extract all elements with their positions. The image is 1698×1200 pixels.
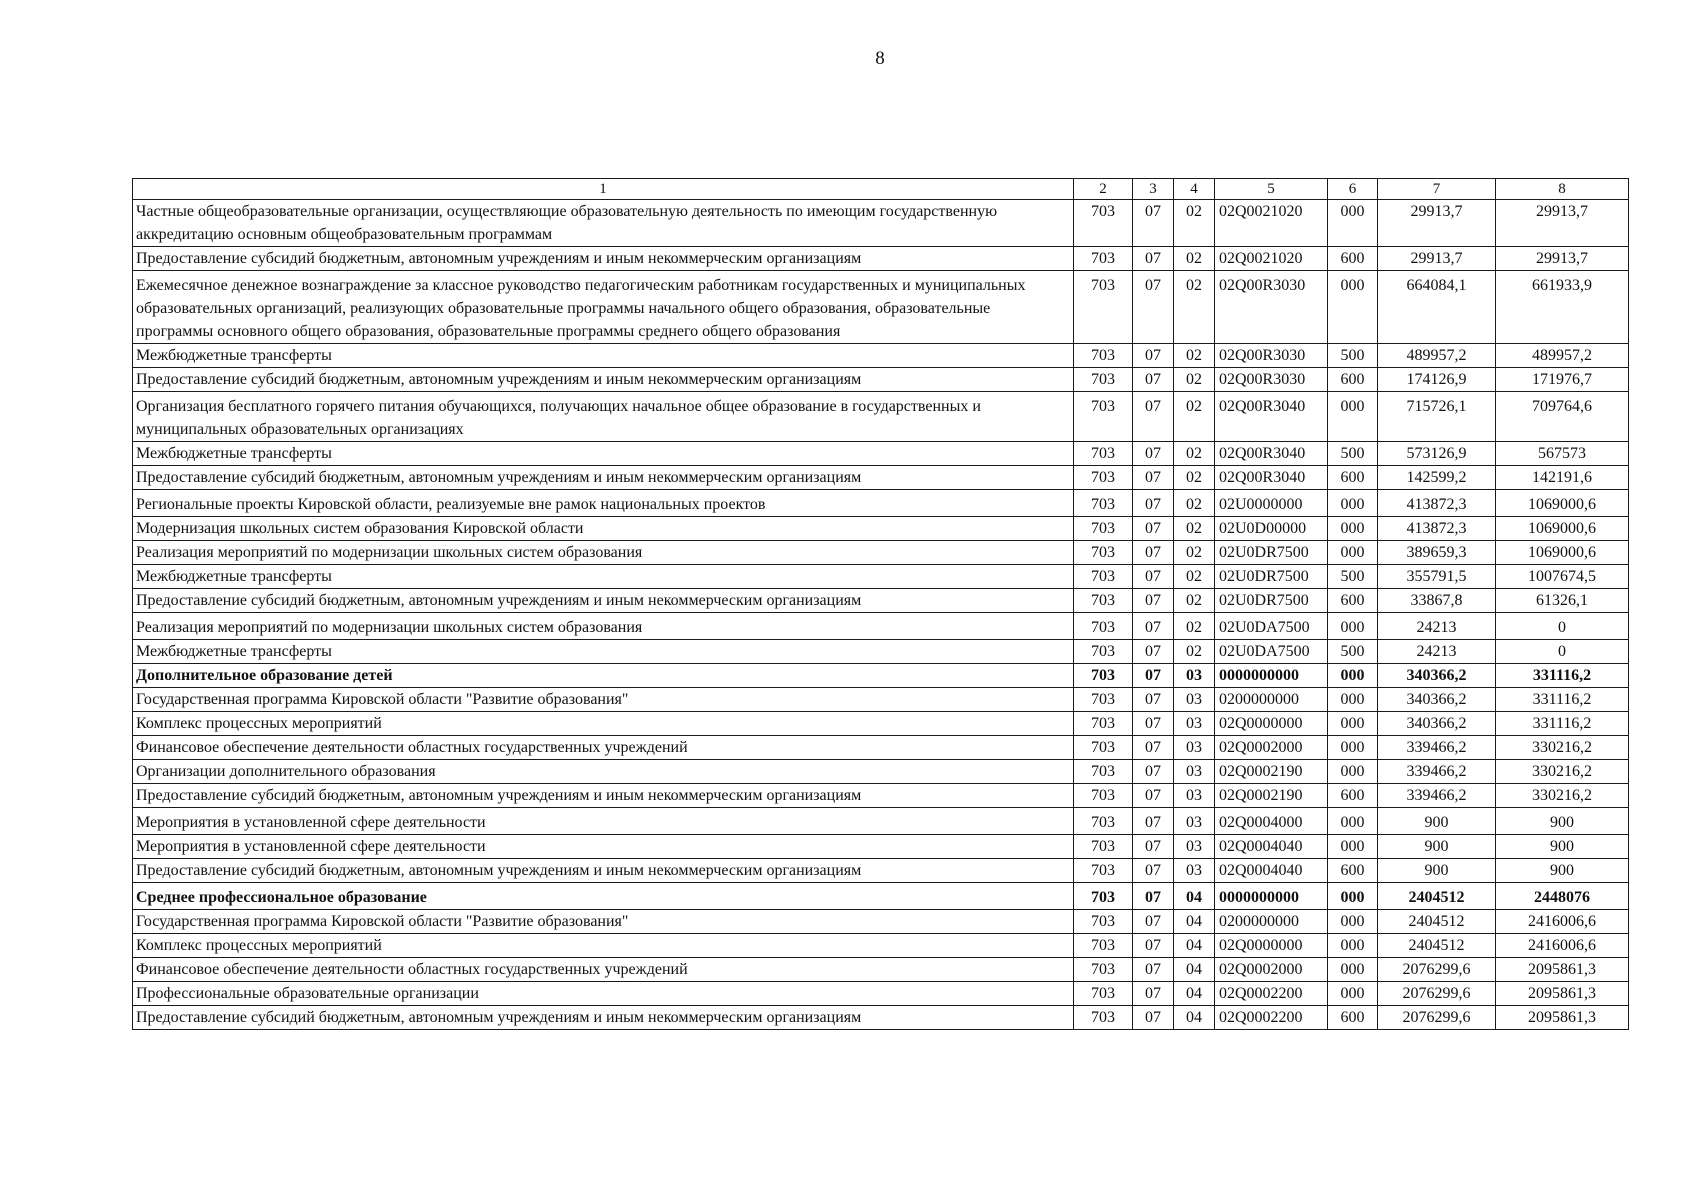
row-amount-year2-cell: 900 [1496,859,1629,883]
row-code-cell: 703 [1074,934,1133,958]
row-code-cell: 703 [1074,565,1133,589]
row-section-cell: 07 [1133,368,1174,392]
row-amount-year2-cell: 2095861,3 [1496,958,1629,982]
row-expense-type-cell: 000 [1328,664,1378,688]
row-amount-year2-cell: 0 [1496,613,1629,640]
row-expense-type-cell: 000 [1328,200,1378,247]
row-name-cell: Межбюджетные трансферты [133,442,1074,466]
row-amount-year2-cell: 330216,2 [1496,736,1629,760]
row-subsection-cell: 04 [1174,883,1215,910]
row-subsection-cell: 03 [1174,712,1215,736]
row-target-article-cell: 02Q00R3040 [1215,466,1328,490]
row-name-cell: Организации дополнительного образования [133,760,1074,784]
row-target-article-cell: 02Q0021020 [1215,247,1328,271]
row-amount-year2-cell: 330216,2 [1496,784,1629,808]
table-row [133,271,1629,344]
table-row [133,442,1629,466]
row-section-cell: 07 [1133,760,1174,784]
table-row [133,958,1629,982]
row-amount-year1-cell: 339466,2 [1378,760,1496,784]
row-expense-type-cell: 000 [1328,808,1378,835]
table-row [133,344,1629,368]
column-header: 2 [1074,179,1133,200]
row-target-article-cell: 02Q0002190 [1215,760,1328,784]
row-name-cell: Финансовое обеспечение деятельности областных государственных учреждений [133,958,1074,982]
row-expense-type-cell: 600 [1328,589,1378,613]
table-row [133,934,1629,958]
row-subsection-cell: 04 [1174,958,1215,982]
row-subsection-cell: 02 [1174,613,1215,640]
row-code-cell: 703 [1074,835,1133,859]
row-expense-type-cell: 000 [1328,835,1378,859]
row-subsection-cell: 02 [1174,368,1215,392]
row-expense-type-cell: 600 [1328,466,1378,490]
row-code-cell: 703 [1074,490,1133,517]
row-amount-year1-cell: 900 [1378,859,1496,883]
row-amount-year1-cell: 29913,7 [1378,200,1496,247]
row-code-cell: 703 [1074,808,1133,835]
row-target-article-cell: 0200000000 [1215,688,1328,712]
row-name-cell: Предоставление субсидий бюджетным, автономным учреждениям и иным некоммерческим организациям [133,368,1074,392]
row-target-article-cell: 02Q0004000 [1215,808,1328,835]
row-name-cell: Региональные проекты Кировской области, реализуемые вне рамок национальных проектов [133,490,1074,517]
row-amount-year2-cell: 2095861,3 [1496,1006,1629,1030]
row-amount-year1-cell: 413872,3 [1378,517,1496,541]
row-amount-year2-cell: 900 [1496,808,1629,835]
row-section-cell: 07 [1133,883,1174,910]
row-subsection-cell: 04 [1174,910,1215,934]
row-section-cell: 07 [1133,934,1174,958]
table-row [133,368,1629,392]
row-amount-year2-cell: 330216,2 [1496,760,1629,784]
row-subsection-cell: 02 [1174,247,1215,271]
table-row [133,910,1629,934]
row-section-cell: 07 [1133,640,1174,664]
row-section-cell: 07 [1133,982,1174,1006]
row-subsection-cell: 03 [1174,760,1215,784]
row-section-cell: 07 [1133,442,1174,466]
row-amount-year1-cell: 389659,3 [1378,541,1496,565]
row-name-cell: Дополнительное образование детей [133,664,1074,688]
column-header: 8 [1496,179,1629,200]
row-amount-year1-cell: 355791,5 [1378,565,1496,589]
row-name-cell: Предоставление субсидий бюджетным, автономным учреждениям и иным некоммерческим организациям [133,466,1074,490]
table-row [133,688,1629,712]
row-name-cell: Межбюджетные трансферты [133,344,1074,368]
row-subsection-cell: 02 [1174,344,1215,368]
row-amount-year1-cell: 2404512 [1378,883,1496,910]
row-amount-year1-cell: 142599,2 [1378,466,1496,490]
row-section-cell: 07 [1133,392,1174,442]
row-code-cell: 703 [1074,664,1133,688]
column-header: 1 [133,179,1074,200]
row-name-cell: Среднее профессиональное образование [133,883,1074,910]
row-subsection-cell: 02 [1174,271,1215,344]
row-subsection-cell: 02 [1174,490,1215,517]
row-code-cell: 703 [1074,958,1133,982]
row-target-article-cell: 02Q00R3040 [1215,392,1328,442]
table-row [133,613,1629,640]
row-name-cell: Реализация мероприятий по модернизации школьных систем образования [133,613,1074,640]
row-amount-year2-cell: 661933,9 [1496,271,1629,344]
row-target-article-cell: 02U0DR7500 [1215,565,1328,589]
row-amount-year1-cell: 2404512 [1378,934,1496,958]
row-name-cell: Предоставление субсидий бюджетным, автономным учреждениям и иным некоммерческим организациям [133,1006,1074,1030]
row-target-article-cell: 02U0DA7500 [1215,613,1328,640]
table-row [133,589,1629,613]
row-expense-type-cell: 000 [1328,934,1378,958]
row-target-article-cell: 02U0D00000 [1215,517,1328,541]
row-section-cell: 07 [1133,736,1174,760]
row-subsection-cell: 04 [1174,1006,1215,1030]
table-row [133,541,1629,565]
row-section-cell: 07 [1133,784,1174,808]
row-code-cell: 703 [1074,736,1133,760]
row-amount-year2-cell: 142191,6 [1496,466,1629,490]
row-section-cell: 07 [1133,490,1174,517]
row-section-cell: 07 [1133,247,1174,271]
row-name-cell: Предоставление субсидий бюджетным, автономным учреждениям и иным некоммерческим организациям [133,784,1074,808]
row-section-cell: 07 [1133,1006,1174,1030]
row-section-cell: 07 [1133,466,1174,490]
row-target-article-cell: 02Q0002200 [1215,982,1328,1006]
row-expense-type-cell: 000 [1328,736,1378,760]
column-header: 4 [1174,179,1215,200]
table-header-row [133,179,1629,200]
row-code-cell: 703 [1074,910,1133,934]
row-subsection-cell: 04 [1174,982,1215,1006]
row-expense-type-cell: 000 [1328,760,1378,784]
row-amount-year1-cell: 29913,7 [1378,247,1496,271]
row-expense-type-cell: 600 [1328,247,1378,271]
table-row [133,664,1629,688]
row-amount-year2-cell: 171976,7 [1496,368,1629,392]
row-code-cell: 703 [1074,613,1133,640]
row-name-cell: Государственная программа Кировской области "Развитие образования" [133,910,1074,934]
row-amount-year2-cell: 567573 [1496,442,1629,466]
row-expense-type-cell: 600 [1328,784,1378,808]
row-target-article-cell: 0000000000 [1215,664,1328,688]
row-target-article-cell: 02Q0002200 [1215,1006,1328,1030]
row-amount-year1-cell: 715726,1 [1378,392,1496,442]
row-expense-type-cell: 500 [1328,344,1378,368]
row-amount-year1-cell: 573126,9 [1378,442,1496,466]
row-expense-type-cell: 600 [1328,859,1378,883]
row-section-cell: 07 [1133,589,1174,613]
row-amount-year2-cell: 331116,2 [1496,664,1629,688]
row-target-article-cell: 02Q00R3040 [1215,442,1328,466]
row-amount-year2-cell: 331116,2 [1496,712,1629,736]
row-subsection-cell: 03 [1174,784,1215,808]
row-amount-year2-cell: 2416006,6 [1496,910,1629,934]
row-name-cell: Межбюджетные трансферты [133,640,1074,664]
row-code-cell: 703 [1074,466,1133,490]
row-code-cell: 703 [1074,517,1133,541]
row-amount-year1-cell: 2076299,6 [1378,1006,1496,1030]
row-section-cell: 07 [1133,958,1174,982]
table-row [133,883,1629,910]
row-name-cell: Межбюджетные трансферты [133,565,1074,589]
row-expense-type-cell: 600 [1328,368,1378,392]
row-subsection-cell: 02 [1174,466,1215,490]
row-amount-year1-cell: 24213 [1378,613,1496,640]
table-body [133,200,1629,1030]
row-subsection-cell: 03 [1174,688,1215,712]
table-row [133,808,1629,835]
row-amount-year2-cell: 900 [1496,835,1629,859]
row-code-cell: 703 [1074,344,1133,368]
row-expense-type-cell: 000 [1328,910,1378,934]
row-target-article-cell: 02Q00R3030 [1215,271,1328,344]
row-section-cell: 07 [1133,271,1174,344]
row-code-cell: 703 [1074,784,1133,808]
row-code-cell: 703 [1074,247,1133,271]
row-code-cell: 703 [1074,859,1133,883]
table-row [133,1006,1629,1030]
row-name-cell: Комплекс процессных мероприятий [133,934,1074,958]
row-amount-year2-cell: 331116,2 [1496,688,1629,712]
row-section-cell: 07 [1133,664,1174,688]
row-expense-type-cell: 000 [1328,883,1378,910]
row-amount-year2-cell: 2416006,6 [1496,934,1629,958]
row-subsection-cell: 03 [1174,736,1215,760]
row-amount-year2-cell: 29913,7 [1496,247,1629,271]
row-code-cell: 703 [1074,760,1133,784]
row-expense-type-cell: 000 [1328,613,1378,640]
row-target-article-cell: 02Q0002000 [1215,958,1328,982]
row-code-cell: 703 [1074,688,1133,712]
row-amount-year1-cell: 2404512 [1378,910,1496,934]
row-target-article-cell: 02Q00R3030 [1215,344,1328,368]
row-expense-type-cell: 000 [1328,982,1378,1006]
row-code-cell: 703 [1074,368,1133,392]
table-row [133,835,1629,859]
row-amount-year1-cell: 339466,2 [1378,736,1496,760]
row-section-cell: 07 [1133,541,1174,565]
row-expense-type-cell: 500 [1328,565,1378,589]
row-name-cell: Модернизация школьных систем образования Кировской области [133,517,1074,541]
row-expense-type-cell: 000 [1328,541,1378,565]
row-amount-year1-cell: 2076299,6 [1378,982,1496,1006]
row-target-article-cell: 02Q0002190 [1215,784,1328,808]
row-name-cell: Финансовое обеспечение деятельности областных государственных учреждений [133,736,1074,760]
row-amount-year2-cell: 2095861,3 [1496,982,1629,1006]
table-row [133,247,1629,271]
row-amount-year1-cell: 24213 [1378,640,1496,664]
row-section-cell: 07 [1133,808,1174,835]
row-name-cell: Ежемесячное денежное вознаграждение за классное руководство педагогическим работникам государственных и муниципальных образовательных организаций, реализующих образовательные программы начального общего образования, образовательные программы основного общего образования, образовательные программы среднего общего образования [133,271,1074,344]
row-code-cell: 703 [1074,541,1133,565]
row-subsection-cell: 03 [1174,664,1215,688]
row-amount-year2-cell: 709764,6 [1496,392,1629,442]
row-target-article-cell: 02U0DR7500 [1215,541,1328,565]
row-subsection-cell: 03 [1174,835,1215,859]
row-amount-year2-cell: 1069000,6 [1496,541,1629,565]
row-target-article-cell: 02U0DA7500 [1215,640,1328,664]
row-amount-year1-cell: 339466,2 [1378,784,1496,808]
row-expense-type-cell: 500 [1328,640,1378,664]
row-amount-year1-cell: 2076299,6 [1378,958,1496,982]
row-section-cell: 07 [1133,688,1174,712]
budget-table [132,178,1629,1030]
row-target-article-cell: 02Q00R3030 [1215,368,1328,392]
row-subsection-cell: 02 [1174,442,1215,466]
row-expense-type-cell: 500 [1328,442,1378,466]
row-subsection-cell: 02 [1174,589,1215,613]
row-target-article-cell: 02Q0000000 [1215,712,1328,736]
row-expense-type-cell: 600 [1328,1006,1378,1030]
row-target-article-cell: 0200000000 [1215,910,1328,934]
row-amount-year1-cell: 900 [1378,835,1496,859]
row-expense-type-cell: 000 [1328,490,1378,517]
row-subsection-cell: 02 [1174,517,1215,541]
table-row [133,565,1629,589]
page-number: 8 [875,48,885,69]
row-code-cell: 703 [1074,442,1133,466]
row-code-cell: 703 [1074,712,1133,736]
row-name-cell: Предоставление субсидий бюджетным, автономным учреждениям и иным некоммерческим организациям [133,247,1074,271]
column-header: 5 [1215,179,1328,200]
table-row [133,784,1629,808]
row-subsection-cell: 04 [1174,934,1215,958]
row-target-article-cell: 0000000000 [1215,883,1328,910]
row-code-cell: 703 [1074,982,1133,1006]
row-subsection-cell: 03 [1174,808,1215,835]
row-section-cell: 07 [1133,613,1174,640]
row-name-cell: Комплекс процессных мероприятий [133,712,1074,736]
row-subsection-cell: 02 [1174,392,1215,442]
row-target-article-cell: 02U0DR7500 [1215,589,1328,613]
row-target-article-cell: 02Q0004040 [1215,835,1328,859]
row-amount-year1-cell: 340366,2 [1378,664,1496,688]
row-section-cell: 07 [1133,910,1174,934]
row-subsection-cell: 02 [1174,565,1215,589]
table-row [133,982,1629,1006]
row-subsection-cell: 03 [1174,859,1215,883]
row-code-cell: 703 [1074,271,1133,344]
row-name-cell: Частные общеобразовательные организации, осуществляющие образовательную деятельность по имеющим государственную аккредитацию основным общеобразовательным программам [133,200,1074,247]
row-section-cell: 07 [1133,565,1174,589]
row-section-cell: 07 [1133,712,1174,736]
table-row [133,640,1629,664]
row-amount-year2-cell: 2448076 [1496,883,1629,910]
row-amount-year1-cell: 174126,9 [1378,368,1496,392]
row-name-cell: Предоставление субсидий бюджетным, автономным учреждениям и иным некоммерческим организациям [133,589,1074,613]
table-row [133,466,1629,490]
row-code-cell: 703 [1074,640,1133,664]
row-amount-year1-cell: 900 [1378,808,1496,835]
row-target-article-cell: 02Q0002000 [1215,736,1328,760]
row-amount-year2-cell: 0 [1496,640,1629,664]
row-amount-year1-cell: 340366,2 [1378,712,1496,736]
row-expense-type-cell: 000 [1328,517,1378,541]
table-row [133,736,1629,760]
row-name-cell: Профессиональные образовательные организации [133,982,1074,1006]
row-name-cell: Государственная программа Кировской области "Развитие образования" [133,688,1074,712]
row-code-cell: 703 [1074,883,1133,910]
row-code-cell: 703 [1074,589,1133,613]
row-expense-type-cell: 000 [1328,392,1378,442]
row-name-cell: Организация бесплатного горячего питания обучающихся, получающих начальное общее образование в государственных и муниципальных образовательных организациях [133,392,1074,442]
row-amount-year2-cell: 1069000,6 [1496,517,1629,541]
row-expense-type-cell: 000 [1328,271,1378,344]
row-name-cell: Мероприятия в установленной сфере деятельности [133,835,1074,859]
row-code-cell: 703 [1074,1006,1133,1030]
row-section-cell: 07 [1133,835,1174,859]
row-name-cell: Мероприятия в установленной сфере деятельности [133,808,1074,835]
row-amount-year2-cell: 1069000,6 [1496,490,1629,517]
column-header: 6 [1328,179,1378,200]
column-header: 7 [1378,179,1496,200]
row-expense-type-cell: 000 [1328,958,1378,982]
row-amount-year1-cell: 340366,2 [1378,688,1496,712]
row-amount-year1-cell: 489957,2 [1378,344,1496,368]
row-amount-year1-cell: 413872,3 [1378,490,1496,517]
row-subsection-cell: 02 [1174,541,1215,565]
row-section-cell: 07 [1133,517,1174,541]
row-amount-year2-cell: 29913,7 [1496,200,1629,247]
table-row [133,859,1629,883]
row-amount-year2-cell: 489957,2 [1496,344,1629,368]
row-target-article-cell: 02Q0021020 [1215,200,1328,247]
row-name-cell: Предоставление субсидий бюджетным, автономным учреждениям и иным некоммерческим организациям [133,859,1074,883]
column-header: 3 [1133,179,1174,200]
row-target-article-cell: 02Q0004040 [1215,859,1328,883]
row-section-cell: 07 [1133,859,1174,883]
table-row [133,712,1629,736]
row-expense-type-cell: 000 [1328,712,1378,736]
row-target-article-cell: 02U0000000 [1215,490,1328,517]
row-subsection-cell: 02 [1174,200,1215,247]
row-section-cell: 07 [1133,344,1174,368]
row-section-cell: 07 [1133,200,1174,247]
table-row [133,517,1629,541]
row-name-cell: Реализация мероприятий по модернизации школьных систем образования [133,541,1074,565]
row-amount-year1-cell: 33867,8 [1378,589,1496,613]
table-row [133,760,1629,784]
row-code-cell: 703 [1074,200,1133,247]
row-code-cell: 703 [1074,392,1133,442]
row-subsection-cell: 02 [1174,640,1215,664]
row-amount-year2-cell: 61326,1 [1496,589,1629,613]
table-row [133,490,1629,517]
table-row [133,392,1629,442]
table-row [133,200,1629,247]
row-amount-year2-cell: 1007674,5 [1496,565,1629,589]
row-amount-year1-cell: 664084,1 [1378,271,1496,344]
row-target-article-cell: 02Q0000000 [1215,934,1328,958]
row-expense-type-cell: 000 [1328,688,1378,712]
